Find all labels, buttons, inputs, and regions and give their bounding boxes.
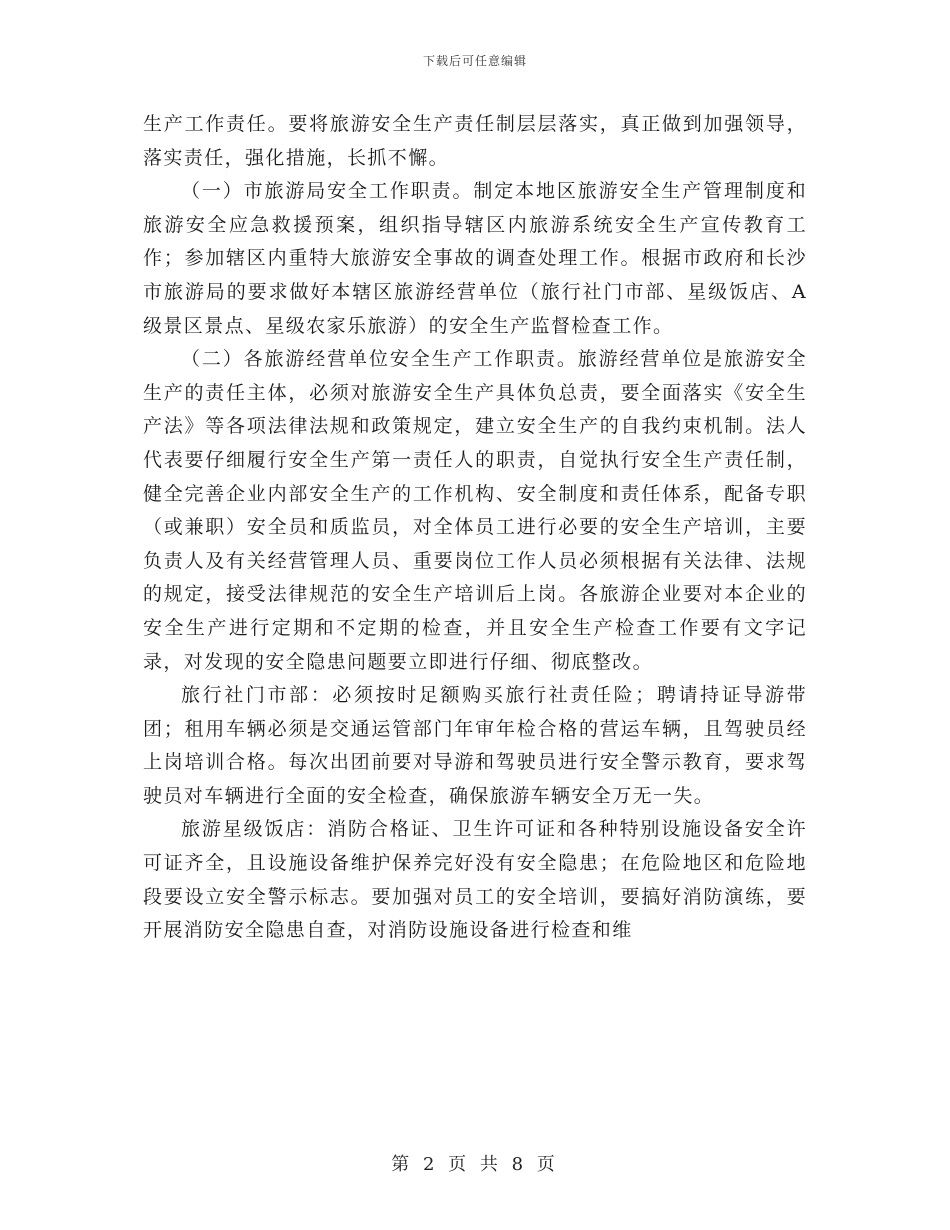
- page-number: 第 2 页 共 8 页: [391, 1154, 559, 1175]
- paragraph-5: 旅游星级饭店：消防合格证、卫生许可证和各种特别设施设备安全许可证齐全，且设施设备维护保养完好没有安全隐患；在危险地区和危险地段要设立安全警示标志。要加强对员工的安全培训，要搞好消防演练，要开展消防安全隐患自查，对消防设施设备进行检查和维: [143, 818, 807, 942]
- paragraph-4: 旅行社门市部：必须按时足额购买旅行社责任险；聘请持证导游带团；租用车辆必须是交通运管部门年审年检合格的营运车辆，且驾驶员经上岗培训合格。每次出团前要对导游和驾驶员进行安全警示教育，要求驾驶员对车辆进行全面的安全检查，确保旅游车辆安全万无一失。: [143, 684, 807, 807]
- document-body: [143, 108, 807, 948]
- page-header: 下载后可任意编辑: [422, 54, 527, 68]
- paragraph-2: （一）市旅游局安全工作职责。制定本地区旅游安全生产管理制度和旅游安全应急救援预案，组织指导辖区内旅游系统安全生产宣传教育工作；参加辖区内重特大旅游安全事故的调查处理工作。根据市政府和长沙市旅游局的要求做好本辖区旅游经营单位（旅行社门市部、星级饭店、A级景区景点、星级农家乐旅游）的安全生产监督检查工作。: [143, 180, 807, 337]
- paragraph-1: 生产工作责任。要将旅游安全生产责任制层层落实，真正做到加强领导，落实责任，强化措施，长抓不懈。: [143, 113, 807, 169]
- paragraph-3: （二）各旅游经营单位安全生产工作职责。旅游经营单位是旅游安全生产的责任主体，必须对旅游安全生产具体负总责，要全面落实《安全生产法》等各项法律法规和政策规定，建立安全生产的自我约束机制。法人代表要仔细履行安全生产第一责任人的职责，自觉执行安全生产责任制，健全完善企业内部安全生产的工作机构、安全制度和责任体系，配备专职（或兼职）安全员和质监员，对全体员工进行必要的安全生产培训，主要负责人及有关经营管理人员、重要岗位工作人员必须根据有关法律、法规的规定，接受法律规范的安全生产培训后上岗。各旅游企业要对本企业的安全生产进行定期和不定期的检查，并且安全生产检查工作要有文字记录，对发现的安全隐患问题要立即进行仔细、彻底整改。: [143, 348, 807, 673]
